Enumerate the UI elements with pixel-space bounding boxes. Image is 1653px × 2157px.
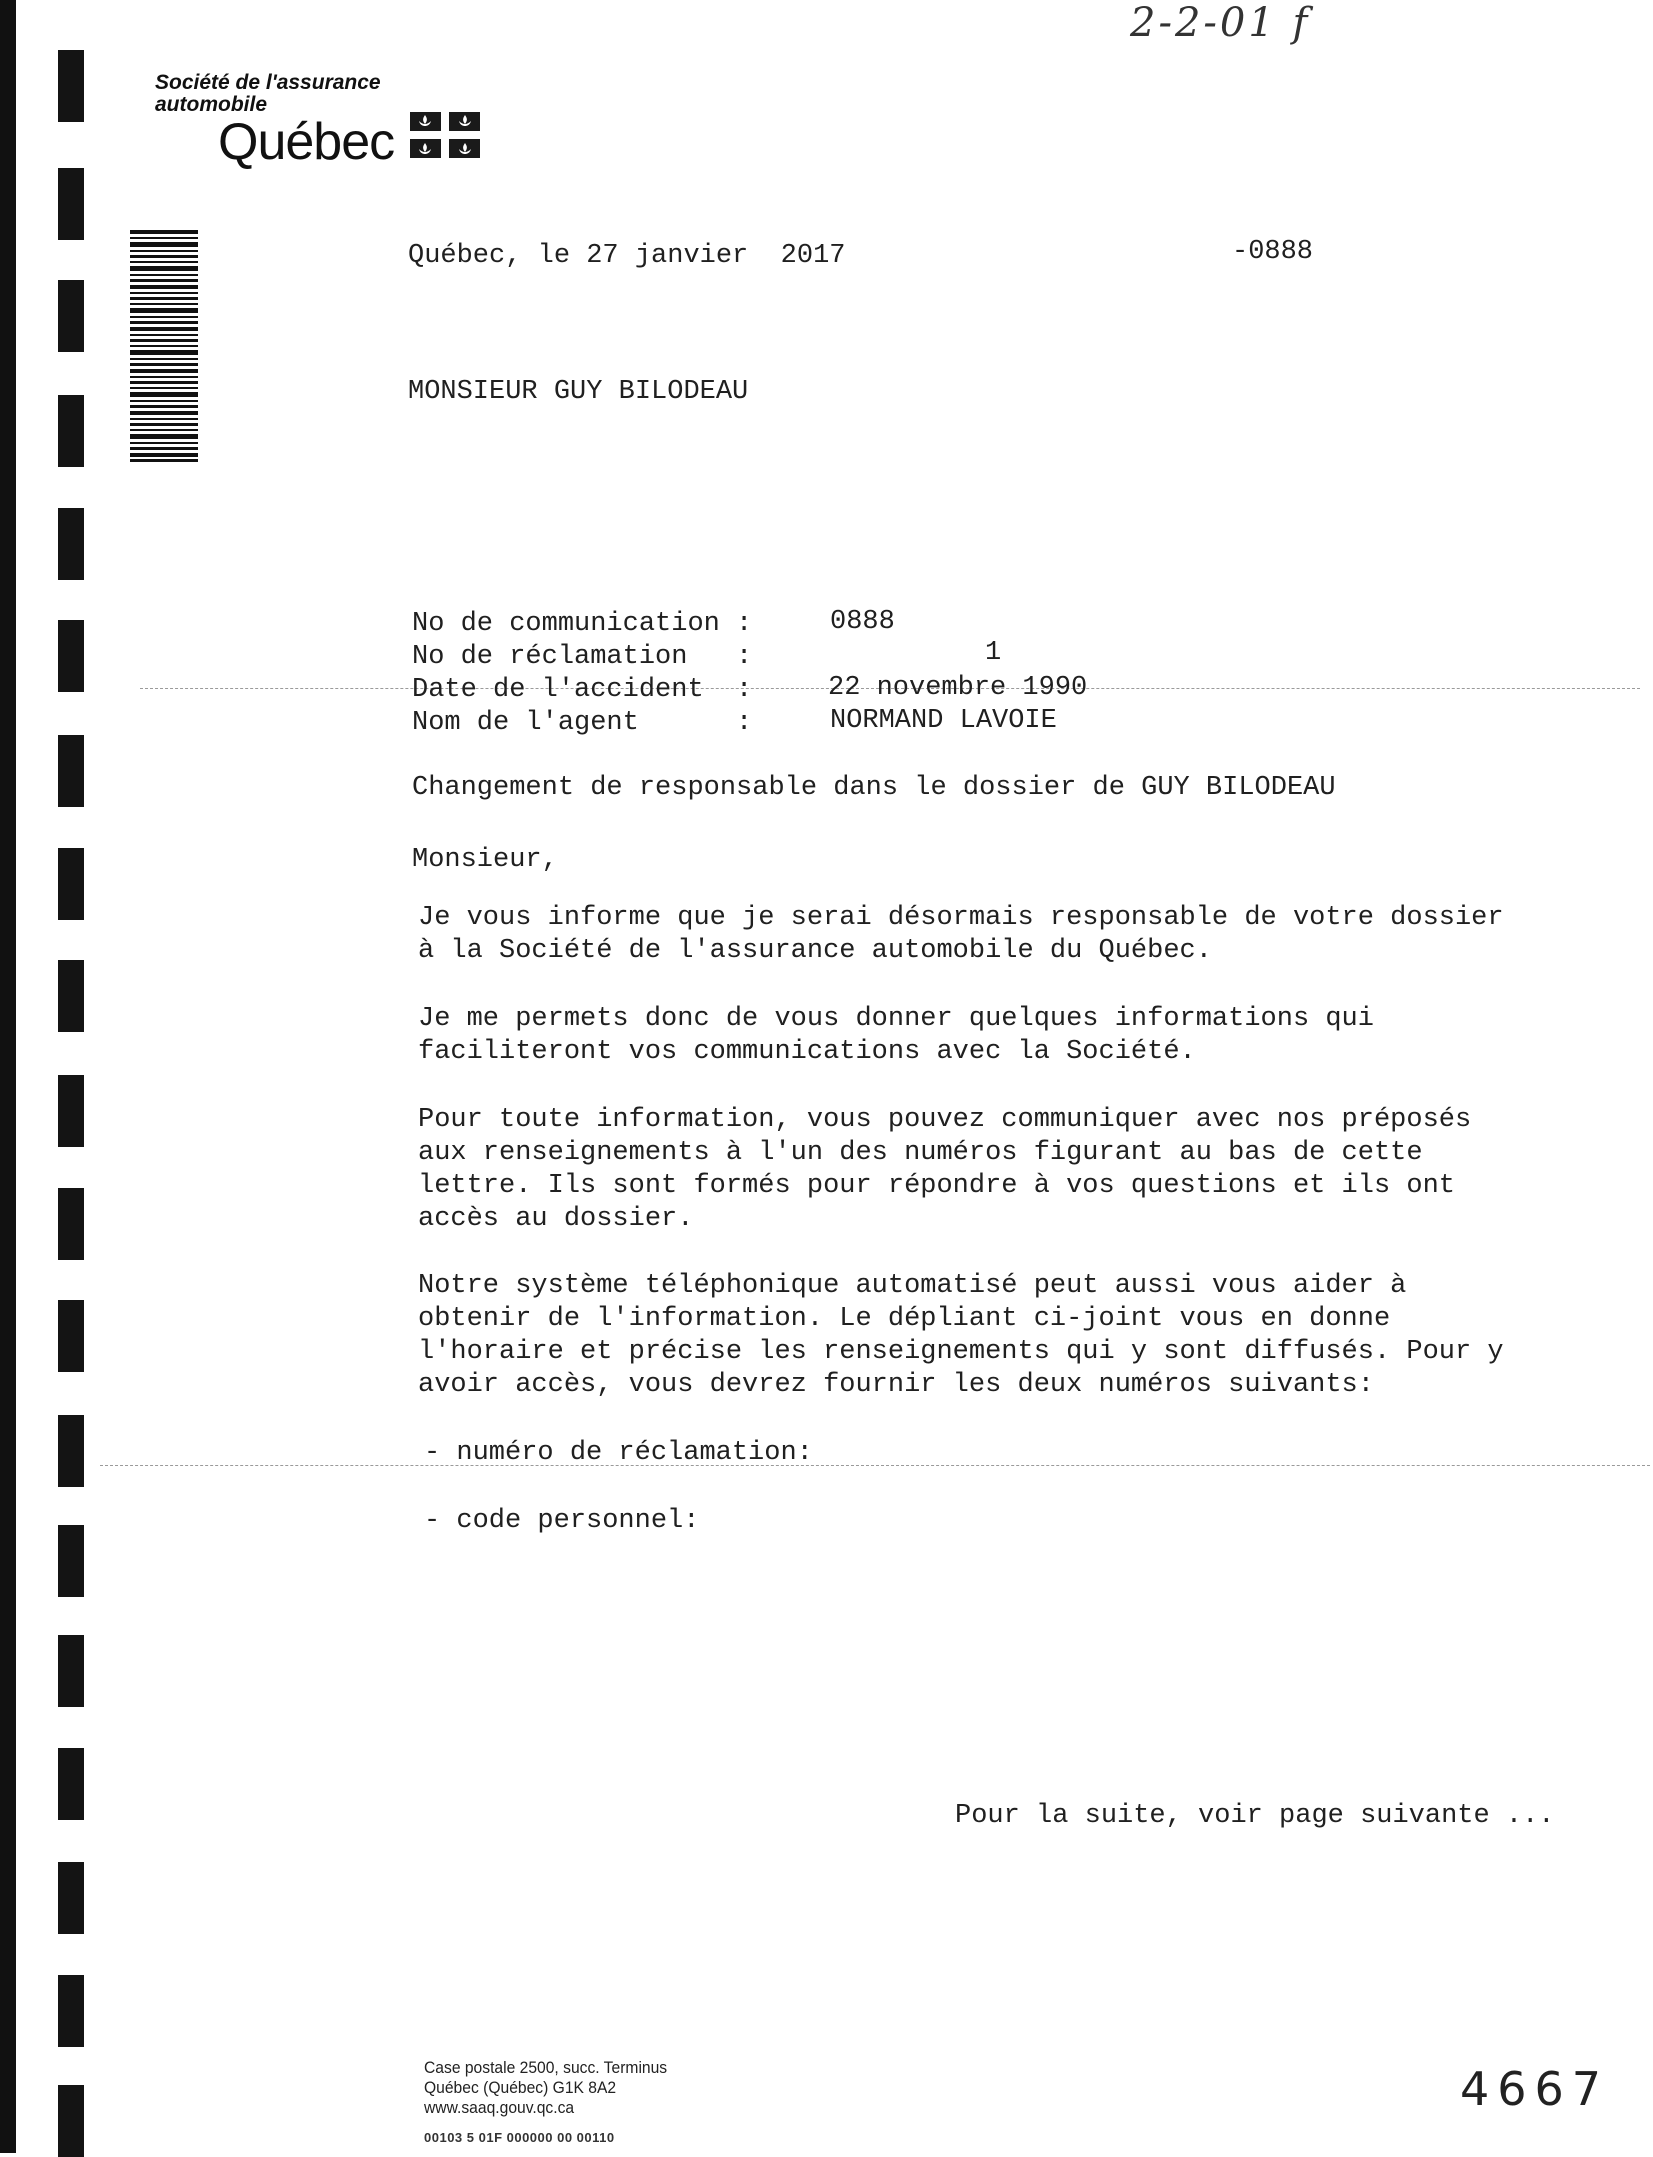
body-paragraph: Notre système téléphonique automatisé peut aussi vous aider à obtenir de l'information. Le dépliant ci-joint vous en donne l'horaire et précise les renseignements qui y sont diffusés. Pour y avoir accès, vous devrez fournir les deux numéros suivants: (418, 1271, 1504, 1400)
reference-number: -0888 (1232, 237, 1314, 267)
recipient-name: MONSIEUR GUY BILODEAU (408, 377, 749, 407)
field-accident-date-label: Date de l'accident : (412, 675, 753, 705)
footer-line-1: Case postale 2500, succ. Terminus (424, 2058, 668, 2077)
barcode (130, 230, 198, 462)
field-claim-label: No de réclamation : (412, 642, 753, 672)
field-accident-date-value: 22 novembre 1990 (828, 673, 1088, 703)
field-communication-label: No de communication : (412, 609, 753, 639)
letter-subject: Changement de responsable dans le dossier de GUY BILODEAU (412, 773, 1336, 803)
field-agent-label: Nom de l'agent : (412, 708, 753, 738)
body-paragraph: Je vous informe que je serai désormais responsable de votre dossier à la Société de l'assurance automobile du Québec. (418, 903, 1504, 966)
footer-address (424, 2058, 667, 2118)
page-stamp-number: 4667 (1460, 2062, 1610, 2116)
footer-line-2: Québec (Québec) G1K 8A2 (424, 2078, 617, 2097)
field-claim-value: 1 (985, 638, 1002, 668)
body-paragraph: Pour toute information, vous pouvez communiquer avec nos préposés aux renseignements à l'un des numéros figurant au bas de cette lettre. Ils sont formés pour répondre à vos questions et ils ont accès au dossier. (418, 1105, 1472, 1234)
body-paragraph: Je me permets donc de vous donner quelques informations qui faciliteront vos communications avec la Société. (418, 1004, 1374, 1067)
list-item-claim-number: - numéro de réclamation: (424, 1438, 813, 1468)
scan-edge (0, 0, 16, 2153)
continuation-note: Pour la suite, voir page suivante ... (955, 1801, 1555, 1831)
footer-website: www.saaq.gouv.qc.ca (424, 2098, 575, 2117)
list-item-personal-code: - code personnel: (424, 1506, 700, 1536)
letter-date: Québec, le 27 janvier 2017 (408, 241, 846, 271)
scan-line-artifact (100, 1465, 1650, 1466)
letter-salutation: Monsieur, (412, 845, 558, 875)
logo-line-2: automobile (155, 93, 268, 116)
field-communication-value: 0888 (830, 607, 895, 637)
handwritten-reference: 2-2-01 f (1130, 0, 1311, 46)
logo-quebec-wordmark: Québec (218, 113, 395, 171)
logo-organization-name (155, 72, 381, 116)
footer-document-code: 00103 5 01F 000000 00 00110 (424, 2130, 615, 2145)
quebec-flag-icon (410, 112, 480, 158)
field-agent-value: NORMAND LAVOIE (830, 706, 1057, 736)
logo-line-1: Société de l'assurance (155, 71, 381, 94)
